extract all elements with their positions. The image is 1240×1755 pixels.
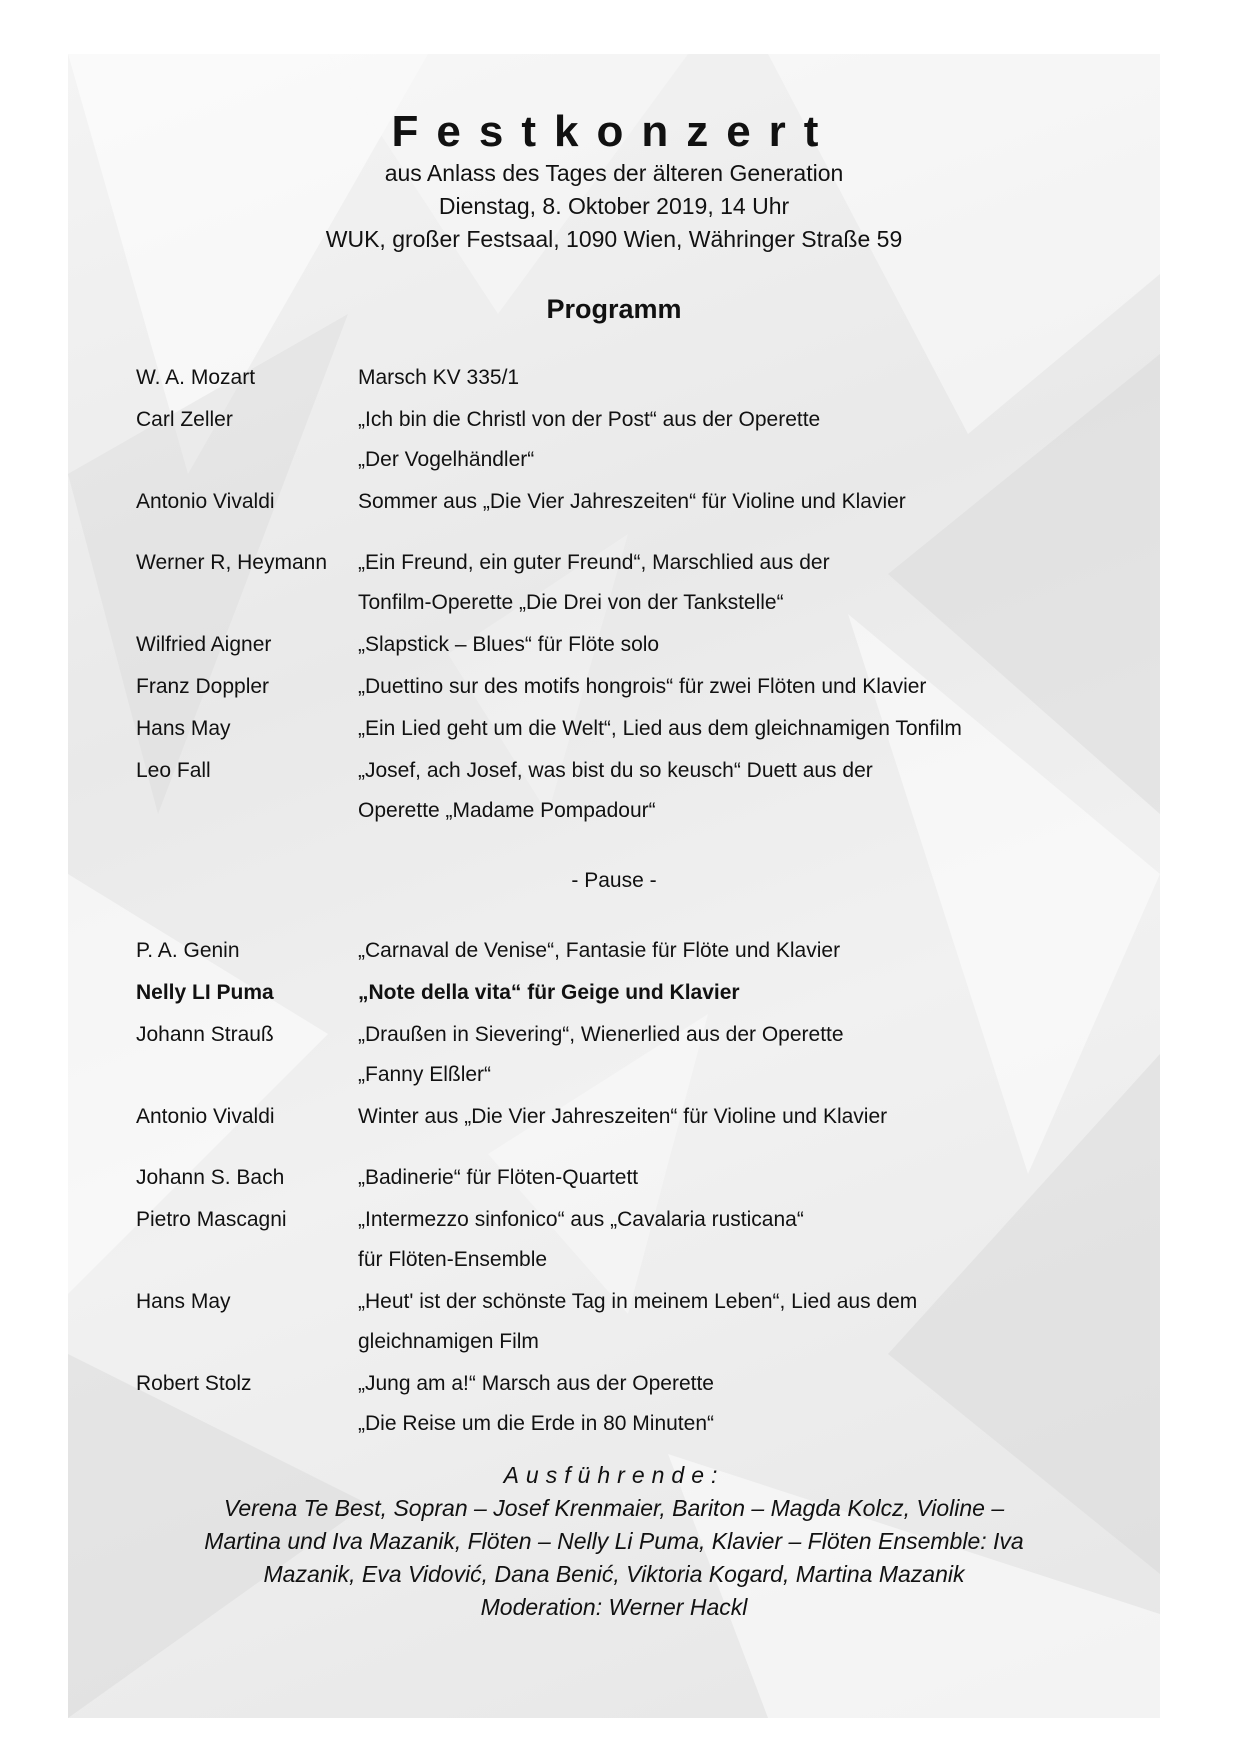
composer-name: Pietro Mascagni (136, 1208, 287, 1231)
composer-name: Johann Strauß (136, 1023, 274, 1046)
performers-line: Martina und Iva Mazanik, Flöten – Nelly Li Puma, Klavier – Flöten Ensemble: Iva (204, 1528, 1024, 1554)
work-title: Sommer aus „Die Vier Jahreszeiten“ für Violine und Klavier (358, 490, 906, 513)
work-title: Marsch KV 335/1 (358, 366, 520, 389)
composer-name: Antonio Vivaldi (136, 490, 275, 513)
program-list (136, 358, 1096, 1446)
work-title: „Ein Lied geht um die Welt“, Lied aus dem gleichnamigen Tonfilm (358, 717, 962, 740)
concert-title: Festkonzert (391, 107, 837, 156)
program-item (136, 667, 1096, 707)
performers-heading: Ausführende: (503, 1462, 725, 1488)
composer-name: Hans May (136, 717, 231, 740)
performers-line: Verena Te Best, Sopran – Josef Krenmaier, Bariton – Magda Kolcz, Violine – (223, 1495, 1005, 1521)
work-title: „Badinerie“ für Flöten-Quartett (358, 1166, 639, 1189)
program-item (136, 1364, 1096, 1444)
program-item (136, 751, 1096, 831)
pause-label: - Pause - (571, 869, 657, 892)
work-title: Winter aus „Die Vier Jahreszeiten“ für Violine und Klavier (358, 1105, 888, 1128)
composer-name: Wilfried Aigner (136, 633, 272, 656)
composer-name: Carl Zeller (136, 408, 233, 431)
work-title: „Ein Freund, ein guter Freund“, Marschlied aus der Tonfilm-Operette „Die Drei von der Tankstelle“ (358, 551, 830, 614)
program-item (136, 709, 1096, 749)
composer-name: Werner R, Heymann (136, 551, 328, 574)
program-item (136, 358, 1096, 398)
program-item (136, 625, 1096, 665)
program-item (136, 931, 1096, 971)
program-item (136, 1158, 1096, 1198)
occasion-text: aus Anlass des Tages der älteren Generation (384, 160, 844, 186)
work-title: „Note della vita“ für Geige und Klavier (358, 981, 740, 1004)
work-title: „Duettino sur des motifs hongrois“ für zwei Flöten und Klavier (358, 675, 927, 698)
performers-section (68, 1459, 1160, 1624)
program-item (136, 1015, 1096, 1095)
program-item (136, 1200, 1096, 1280)
moderation-line: Moderation: Werner Hackl (480, 1594, 748, 1620)
program-item (136, 1097, 1096, 1137)
composer-name: Johann S. Bach (136, 1166, 285, 1189)
performers-line: Mazanik, Eva Vidović, Dana Benić, Viktoria Kogard, Martina Mazanik (263, 1561, 965, 1587)
work-title: „Jung am a!“ Marsch aus der Operette „Die Reise um die Erde in 80 Minuten“ (358, 1372, 714, 1435)
program-sheet (68, 54, 1160, 1718)
composer-name: Nelly LI Puma (136, 981, 274, 1004)
composer-name: Antonio Vivaldi (136, 1105, 275, 1128)
work-title: „Heut' ist der schönste Tag in meinem Leben“, Lied aus dem gleichnamigen Film (358, 1290, 918, 1353)
program-item (136, 1282, 1096, 1362)
composer-name: P. A. Genin (136, 939, 240, 962)
composer-name: W. A. Mozart (136, 366, 256, 389)
work-title: „Intermezzo sinfonico“ aus „Cavalaria rusticana“ für Flöten-Ensemble (358, 1208, 804, 1271)
composer-name: Franz Doppler (136, 675, 270, 698)
work-title: „Slapstick – Blues“ für Flöte solo (358, 633, 660, 656)
program-item (136, 543, 1096, 623)
work-title: „Carnaval de Venise“, Fantasie für Flöte und Klavier (358, 939, 841, 962)
composer-name: Leo Fall (136, 759, 211, 782)
composer-name: Hans May (136, 1290, 231, 1313)
work-title: „Josef, ach Josef, was bist du so keusch“ Duett aus der Operette „Madame Pompadour“ (358, 759, 873, 822)
composer-name: Robert Stolz (136, 1372, 252, 1395)
work-title: „Draußen in Sievering“, Wienerlied aus der Operette „Fanny Elßler“ (358, 1023, 844, 1086)
work-title: „Ich bin die Christl von der Post“ aus der Operette „Der Vogelhändler“ (358, 408, 821, 471)
date-text: Dienstag, 8. Oktober 2019, 14 Uhr (438, 193, 790, 219)
venue-text: WUK, großer Festsaal, 1090 Wien, Währinger Straße 59 (325, 226, 903, 252)
program-item (136, 973, 1096, 1013)
program-item (136, 400, 1096, 480)
program-heading: Programm (546, 294, 682, 324)
program-item (136, 482, 1096, 522)
